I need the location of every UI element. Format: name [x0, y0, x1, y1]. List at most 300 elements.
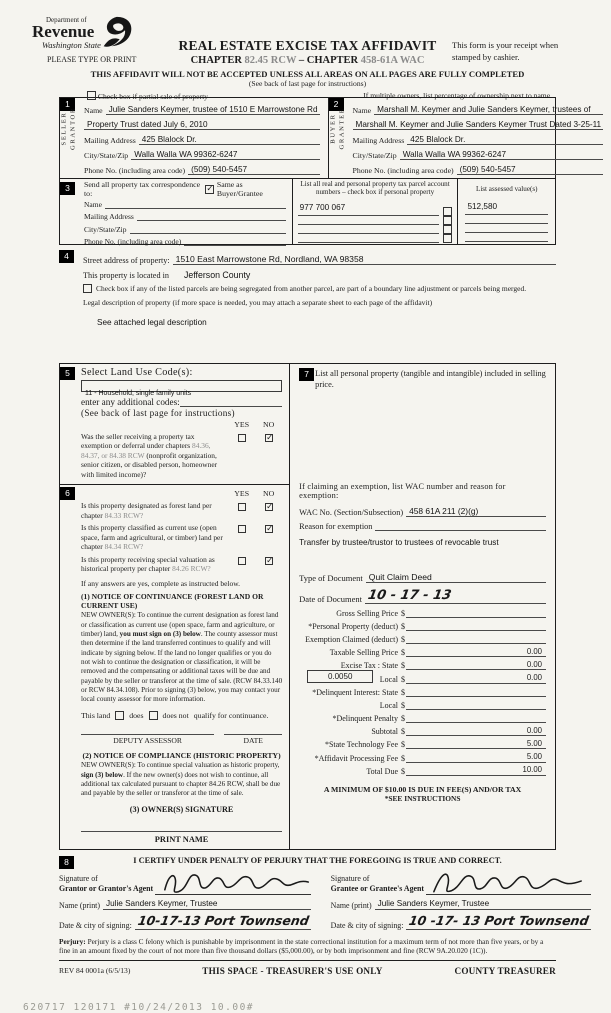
fee-label: Taxable Selling Price: [329, 648, 398, 658]
notice1-body-2: . The county assessor must then determine if the land transferred continues to qualify and will indicate by signing below. If the land no longer qualifies or you do not wish to continue the designation or classification, it will be removed and the compensating or additional taxes will be due and payable by the seller or transferor at the time of sale. (RCW 84.33.140 or RCW 84.34.108). Prior to signing (3) below, you may contact your local county assessor for more information.: [81, 630, 283, 704]
if-yes-note: If any answers are yes, complete as instructed below.: [81, 578, 241, 588]
seller-side-line1: SELLER: [60, 111, 68, 146]
land-does-not-checkbox[interactable]: [149, 711, 158, 720]
fee-row-total-due: [299, 763, 546, 776]
q3-pre: Is this property receiving special valuation as historical property per chapter: [81, 554, 215, 574]
no-column: [255, 432, 282, 479]
fee-row-excise-state: [299, 657, 546, 670]
blank-space: [299, 390, 546, 482]
notice1-bold: you must sign on (3) below: [119, 630, 201, 639]
see-back-note: (See back of last page for instructions): [248, 79, 367, 88]
grantor-date-city-value: 10-17-13 Port Townsend: [136, 913, 310, 929]
currency-symbol: $: [401, 727, 405, 737]
fee-line: [406, 660, 546, 671]
signature-columns: [59, 865, 591, 930]
seller-mailing-row: [84, 130, 320, 145]
notice-compliance-body: [81, 761, 282, 798]
buyer-phone-value: (509) 540-5457: [459, 164, 516, 174]
assessed-line-3: [465, 224, 548, 233]
currency-symbol: $: [401, 753, 405, 763]
dor-logo: [32, 16, 133, 50]
located-in-row: [83, 265, 556, 280]
s6-q2-yes-checkbox[interactable]: [238, 525, 246, 533]
grantee-signature-row: [331, 865, 591, 895]
grantee-signature-labels: [331, 874, 426, 895]
parcel-line-2: [298, 216, 440, 225]
s6-q3-yes-checkbox[interactable]: [238, 557, 246, 565]
dor-logo-text: [32, 16, 101, 50]
corr-phone-label: Phone No. (including area code): [84, 237, 182, 246]
assessed-value-1: 512,580: [467, 201, 498, 211]
logo-department-of: Department of: [46, 16, 87, 24]
grantor-name-value: Julie Sanders Keymer, Trustee: [105, 899, 218, 909]
notice2-body-1: NEW OWNER(S): To continue special valuation as historic property,: [81, 761, 280, 770]
deputy-assessor-labels: [81, 736, 282, 745]
section-8-badge: 8: [59, 856, 74, 869]
grantee-name-print-label: Name (print): [330, 900, 372, 910]
perjury-bold-label: Perjury:: [59, 936, 86, 946]
perjury-body: Perjury is a class C felony which is punishable by imprisonment in the state correctional institution for a maximum term of not more than five years, or by a fine in an amount fixed by the court of not more than five thousand dollars ($5,000.00), or by both imprisonment and fine (RCW 9A.20.020 (1C)).: [59, 936, 544, 956]
corr-city-label: City/State/Zip: [84, 224, 127, 234]
fee-row-gross: [299, 604, 546, 617]
forest-land-text: [81, 501, 228, 520]
street-address-row: [83, 250, 556, 265]
county-treasurer-label: COUNTY TREASURER: [454, 965, 556, 976]
street-address-label: Street address of property:: [83, 256, 170, 265]
currency-symbol: $: [401, 608, 405, 618]
grantee-date-city-label: Date & city of signing:: [330, 920, 404, 930]
fee-row-excise-local: [299, 670, 546, 683]
no-column: [255, 501, 282, 520]
form-footer: [59, 966, 556, 976]
fee-row-delinquent-interest-local: [299, 697, 546, 710]
currency-symbol: $: [401, 674, 405, 684]
no-header: NO: [263, 420, 275, 429]
document-type-label: Type of Document: [299, 573, 363, 584]
document-type-value: Quit Claim Deed: [368, 571, 432, 582]
buyer-side-line2: GRANTEE: [337, 107, 345, 150]
located-in-label: This property is located in: [83, 271, 169, 280]
fee-line: [406, 622, 546, 631]
form-header: [32, 0, 559, 101]
form-revision-number: REV 84 0001a (6/5/13): [59, 965, 131, 975]
no-column: [255, 555, 282, 574]
buyer-mailing-value: 425 Blalock Dr.: [410, 134, 466, 144]
please-type-or-print: PLEASE TYPE OR PRINT: [47, 55, 137, 64]
fee-value: 5.00: [526, 738, 542, 748]
fee-row-taxable-selling-price: [299, 644, 546, 657]
buyer-name-value-1: Marshall M. Keymer and Julie Sanders Keymer, trustees of: [377, 104, 591, 114]
assessed-row: [465, 215, 548, 224]
buyer-phone-line: [457, 165, 603, 176]
fee-line: [406, 635, 546, 644]
street-address-line: [173, 254, 556, 266]
document-type-line: [366, 572, 546, 584]
yes-column: [228, 501, 255, 520]
parcel-personal-checkbox-4[interactable]: [443, 234, 452, 243]
fee-label: *Delinquent Penalty: [332, 714, 398, 724]
seller-name-row-2: [84, 115, 320, 130]
form-title: REAL ESTATE EXCISE TAX AFFIDAVIT: [178, 38, 437, 53]
fee-row-subtotal: [299, 723, 546, 736]
fee-label: *State Technology Fee: [324, 740, 398, 750]
grantee-agent-label: Grantee or Grantee's Agent: [330, 884, 425, 894]
owners-signature-line: [81, 831, 282, 832]
fee-label: *Delinquent Interest: State: [312, 687, 398, 697]
partial-sale-label: Check box if partial sale of property: [97, 92, 208, 101]
notice2-bold: sign (3) below: [81, 770, 124, 779]
parcel-personal-checkbox-3[interactable]: [443, 225, 452, 234]
chapter-word-2: – CHAPTER: [298, 55, 359, 66]
legal-description-value: See attached legal description: [97, 318, 207, 327]
buyer-name-row-2: [353, 115, 604, 130]
grantee-signature-line: [426, 865, 591, 895]
section-7-badge: 7: [299, 368, 314, 381]
seller-phone-line: [188, 165, 319, 176]
assessed-row: [465, 233, 548, 242]
wac-line: [406, 506, 546, 518]
currency-symbol: $: [401, 714, 405, 724]
corr-mailing-label: Mailing Address: [84, 212, 134, 221]
fee-line: [406, 609, 546, 618]
fee-value: 0.00: [526, 725, 542, 735]
yes-column: [228, 432, 255, 479]
corr-city-row: [84, 221, 286, 234]
signature-of-label: Signature of: [330, 874, 370, 884]
grantee-name-value: Julie Sanders Keymer, Trustee: [377, 899, 490, 909]
parcel-numbers-cell: [293, 179, 459, 244]
fee-label: Exemption Claimed (deduct): [305, 634, 398, 644]
grantor-agent-label: Grantor or Grantor's Agent: [59, 884, 154, 894]
exemption-reason-row: [299, 517, 546, 531]
dor-swirl-icon: [101, 16, 133, 48]
currency-symbol: $: [401, 661, 405, 671]
parties-box: [59, 97, 602, 179]
fee-label: Gross Selling Price: [336, 608, 398, 618]
same-as-buyer-checkbox[interactable]: [205, 185, 214, 194]
certification-section: [59, 855, 591, 930]
fee-value: 5.00: [526, 752, 542, 762]
grantor-date-row: [59, 910, 311, 930]
document-type-row: [299, 567, 546, 583]
buyer-name-label: Name: [352, 106, 372, 115]
document-date-label: Date of Document: [299, 594, 362, 605]
completion-warning: THIS AFFIDAVIT WILL NOT BE ACCEPTED UNLESS ALL AREAS ON ALL PAGES ARE FULLY COMPLETED: [90, 69, 525, 79]
fee-row-delinquent-penalty: [299, 710, 546, 723]
exemption-question-text: [81, 432, 228, 479]
fee-line: [406, 714, 546, 723]
notice-compliance-title: (2) NOTICE OF COMPLIANCE (HISTORIC PROPERTY): [82, 751, 281, 761]
parcel-row: [298, 234, 453, 243]
seller-name-row: [84, 100, 320, 115]
classification-section: [60, 485, 289, 848]
yes-header: YES: [234, 420, 250, 429]
yes-column: [228, 523, 255, 551]
deputy-date-line: [224, 734, 282, 735]
buyer-mailing-label: Mailing Address: [352, 136, 405, 145]
buyer-name-value-2: Marshall M. Keymer and Julie Sanders Keymer Trust Dated 3-25-11: [355, 119, 602, 129]
correspondence-row: [84, 182, 286, 196]
fee-line: [406, 739, 546, 750]
fee-line: [406, 701, 546, 710]
left-column: [60, 364, 290, 849]
corr-name-label: Name: [84, 199, 102, 209]
buyer-phone-row: [353, 160, 604, 175]
buyer-city-value: Walla Walla WA 99362-6247: [402, 149, 507, 159]
does-label: does: [129, 711, 144, 721]
fee-value: 0.00: [526, 646, 542, 656]
owners-signature-title: (3) OWNER(S) SIGNATURE: [129, 804, 234, 814]
wac-value: 458 61A 211 (2)(g): [409, 505, 479, 516]
fee-value: 0.00: [526, 673, 542, 682]
seller-city-value: Walla Walla WA 99362-6247: [134, 149, 238, 159]
yes-no-header-2: [81, 489, 282, 498]
seller-phone-value: (509) 540-5457: [191, 164, 248, 174]
fee-row-delinquent-interest-state: [299, 684, 546, 697]
fee-label: Total Due: [366, 766, 398, 776]
assessed-row: [465, 196, 548, 216]
perjury-notice: [59, 937, 556, 961]
fee-value: 0.00: [526, 659, 542, 669]
notice-continuance-title: (1) NOTICE OF CONTINUANCE (FOREST LAND OR CURRENT USE): [81, 591, 264, 611]
logo-washington-state: Washington State: [42, 40, 101, 51]
logo-revenue: Revenue: [32, 22, 95, 41]
assessed-line-2: [465, 215, 548, 224]
wac-label: WAC No. (Section/Subsection): [299, 508, 404, 518]
cashier-stamp: 620717 120171 #10/24/2013 10.00#: [23, 1001, 255, 1013]
seller-name-line: [106, 105, 320, 116]
section-6-badge: 6: [60, 487, 75, 500]
additional-codes-label: enter any additional codes:: [81, 397, 180, 407]
reason-value-wrap: [299, 532, 546, 550]
fee-value: 10.00: [522, 765, 542, 775]
parcel-row: [298, 216, 453, 225]
located-in-value-wrap: [172, 270, 250, 280]
parcel-line-4: [298, 234, 440, 243]
seller-name-label: Name: [84, 106, 103, 115]
county-value: Jefferson County: [183, 270, 251, 280]
no-header-2: NO: [263, 489, 275, 499]
same-as-buyer-label: Same as Buyer/Grantee: [216, 180, 263, 198]
currency-symbol: $: [401, 687, 405, 697]
s6-q1-no-checkbox[interactable]: [265, 503, 273, 511]
seller-name-line-2: [84, 120, 320, 131]
land-qualify-row: [81, 711, 282, 720]
historical-property-question: [81, 555, 282, 574]
chapter-wac-ref: 458-61A WAC: [360, 55, 425, 66]
grantee-signature: [430, 866, 585, 900]
grantee-date-row: [331, 910, 591, 930]
signature-of-label: Signature of: [59, 874, 98, 884]
land-use-title: Select Land Use Code(s):: [81, 367, 193, 378]
legal-description-label: Legal description of property (if more space is needed, you may attach a separate sheet to each page of the affidavit): [83, 298, 433, 307]
segregated-row: [83, 284, 556, 293]
exemption-question-row: [81, 432, 282, 479]
q2-pre: Is this property classified as current use (open space, farm and agricultural, or timber) land per chapter: [81, 523, 223, 552]
buyer-grantee-side-label: [329, 94, 346, 164]
corr-mailing-row: [84, 209, 286, 222]
s6-q1-yes-checkbox[interactable]: [238, 503, 246, 511]
q2-ref: 84.34 RCW?: [104, 542, 144, 552]
s5-q1-yes-checkbox[interactable]: [238, 434, 246, 442]
fee-label: Local: [379, 674, 398, 684]
fee-line: [406, 688, 546, 697]
parcel-row: [298, 197, 453, 217]
currency-symbol: $: [401, 766, 405, 776]
parcel-number-1: 977 700 067: [299, 202, 346, 212]
seller-mailing-label: Mailing Address: [84, 136, 136, 145]
parcel-personal-checkbox-1[interactable]: [443, 207, 452, 216]
s6-q3-no-checkbox[interactable]: [265, 557, 273, 565]
parcel-header: List all real and personal property tax parcel account numbers – check box if personal property: [300, 180, 450, 197]
s6-q2-no-checkbox[interactable]: [265, 525, 273, 533]
parcel-personal-checkbox-2[interactable]: [443, 216, 452, 225]
seller-mailing-value: 425 Blalock Dr.: [141, 134, 197, 144]
historical-property-text: [81, 555, 228, 574]
currency-symbol: $: [401, 740, 405, 750]
yes-header-2: YES: [234, 489, 250, 499]
section-2-badge: 2: [329, 98, 344, 111]
section-1-badge: 1: [60, 98, 75, 111]
deputy-assessor-signature-line: [81, 734, 214, 735]
grantor-signature-line: [155, 865, 310, 895]
assessed-header: List assessed value(s): [475, 185, 538, 193]
assessed-row: [465, 224, 548, 233]
property-address-section: [59, 245, 556, 363]
notice2-body-2: . If the new owner(s) does not wish to continue, all additional tax calculated pursuant to chapter 84.26 RCW, shall be due and payable by the seller or transferor at the time of sale.: [81, 770, 281, 798]
fee-label: *Affidavit Processing Fee: [314, 753, 398, 763]
buyer-mailing-line: [407, 135, 603, 146]
buyer-name-row: [353, 100, 604, 115]
fee-line: [406, 752, 546, 763]
currency-symbol: $: [401, 700, 405, 710]
this-land-label: This land: [81, 711, 111, 721]
s5-q1-no-checkbox[interactable]: [265, 434, 273, 442]
correspondence-cell: [60, 179, 293, 244]
fee-row-affidavit-processing-fee: [299, 749, 546, 762]
legal-description-value-wrap: [97, 312, 556, 330]
see-instructions-note: *SEE INSTRUCTIONS: [384, 793, 461, 803]
fee-label: *Personal Property (deduct): [308, 621, 398, 631]
fee-row-exemption-claimed: [299, 631, 546, 644]
certification-statement: I CERTIFY UNDER PENALTY OF PERJURY THAT THE FOREGOING IS TRUE AND CORRECT.: [133, 855, 502, 865]
q1-pre: Is this property designated as forest land per chapter: [81, 501, 212, 520]
parcel-line-3: [298, 225, 440, 234]
buyer-name-line-2: [353, 120, 604, 131]
buyer-phone-label: Phone No. (including area code): [352, 166, 454, 175]
buyer-side-line1: BUYER: [328, 113, 336, 144]
exemption-intro: If claiming an exemption, list WAC number and reason for exemption:: [299, 482, 506, 501]
seller-grantor-side-label: [60, 94, 77, 164]
buyer-city-label: City/State/Zip: [352, 151, 397, 160]
currency-symbol: $: [401, 634, 405, 644]
buyer-mailing-row: [353, 130, 604, 145]
corr-city-line: [130, 225, 286, 234]
grantee-date-line: [406, 913, 591, 930]
deputy-assessor-lines: [81, 734, 282, 735]
seller-side-line2: GRANTOR: [69, 107, 76, 151]
current-use-text: [81, 523, 228, 551]
segregated-checkbox[interactable]: [83, 284, 92, 293]
grantor-signature-row: [59, 865, 311, 895]
local-rate-box: [307, 670, 373, 683]
section-3-badge: 3: [60, 182, 75, 195]
notice-continuance-body: [81, 611, 282, 704]
fee-line: [406, 647, 546, 658]
fee-label: Excise Tax : State: [340, 661, 398, 671]
wac-number-row: [299, 500, 546, 517]
buyer-section: [328, 98, 611, 178]
local-rate-value: 0.0050: [327, 671, 353, 681]
parcel-line-1: [298, 197, 440, 217]
seller-mailing-line: [139, 135, 320, 146]
personal-property-section: [290, 364, 555, 849]
street-address-value: 1510 East Marrowstone Rd, Nordland, WA 98358: [175, 253, 364, 264]
additional-codes-line: [180, 398, 282, 407]
land-use-code-select[interactable]: [81, 380, 282, 397]
grantor-date-line: [135, 913, 311, 930]
section-4-badge: 4: [59, 250, 74, 263]
seller-name-value-1: Julie Sanders Keymer, trustee of 1510 E Marrowstone Rd: [108, 104, 318, 114]
no-column: [255, 523, 282, 551]
reason-value: Transfer by trustee/trustor to trustees of revocable trust: [299, 538, 499, 548]
reason-line: [375, 522, 546, 531]
tax-correspondence-section: [59, 179, 556, 245]
notice1-body-1: NEW OWNER(S): To continue the current designation as forest land or classification as current use (open space, farm and agriculture, or timber) land,: [81, 611, 279, 639]
grantor-name-line: [103, 899, 311, 910]
land-use-and-tax-box: [59, 363, 556, 850]
seller-phone-label: Phone No. (including area code): [84, 166, 186, 175]
assessed-line-1: [465, 196, 548, 216]
land-use-section: [60, 364, 289, 485]
q-text-pre: Was the seller receiving a property tax exemption or deferral under chapters: [81, 432, 195, 451]
assessed-line-4: [465, 233, 548, 242]
seller-name-value-2: Property Trust dated July 6, 2010: [87, 119, 208, 129]
deputy-assessor-label: DEPUTY ASSESSOR: [113, 736, 182, 746]
does-not-label: does not: [162, 711, 189, 721]
qualify-label: qualify for continuance.: [193, 711, 269, 721]
seller-section: [60, 98, 328, 178]
fee-line: [406, 673, 546, 684]
chapter-word-1: CHAPTER: [190, 55, 242, 66]
segregated-label: Check box if any of the listed parcels are being segregated from another parcel, are part of a boundary line adjustment or parcels being merged.: [96, 284, 527, 293]
personal-property-title: List all personal property (tangible and intangible) included in selling price.: [315, 369, 546, 390]
seller-city-row: [84, 145, 320, 160]
fee-label: Local: [379, 700, 398, 710]
print-name-label: PRINT NAME: [154, 834, 209, 844]
land-use-code-value: 11 - Household, single family units: [85, 390, 192, 397]
chapter-rcw-ref: 82.45 RCW: [244, 55, 297, 66]
seller-city-label: City/State/Zip: [84, 151, 129, 160]
fee-line: [406, 765, 546, 776]
land-does-checkbox[interactable]: [115, 711, 124, 720]
treasurer-space-label: THIS SPACE - TREASURER'S USE ONLY: [202, 965, 383, 976]
current-use-question: [81, 523, 282, 551]
document-date-line: [365, 588, 546, 605]
multiple-owners-note: If multiple owners, list percentage of ownership next to name.: [363, 91, 552, 100]
currency-symbol: $: [401, 621, 405, 631]
fee-line: [406, 726, 546, 737]
fee-label: Subtotal: [371, 727, 398, 737]
reason-label: Reason for exemption: [299, 522, 373, 532]
q-rcw-ref: 84.36, 84.37, or 84.38 RCW: [81, 441, 211, 460]
yes-column: [228, 555, 255, 574]
correspondence-label: Send all property tax correspondence to:: [84, 180, 201, 198]
grantor-signature-labels: [59, 874, 155, 895]
grantee-date-city-value: 10 -17- 13 Port Townsend: [408, 913, 591, 929]
grantor-signature: [159, 866, 314, 900]
buyer-name-line: [374, 105, 603, 116]
